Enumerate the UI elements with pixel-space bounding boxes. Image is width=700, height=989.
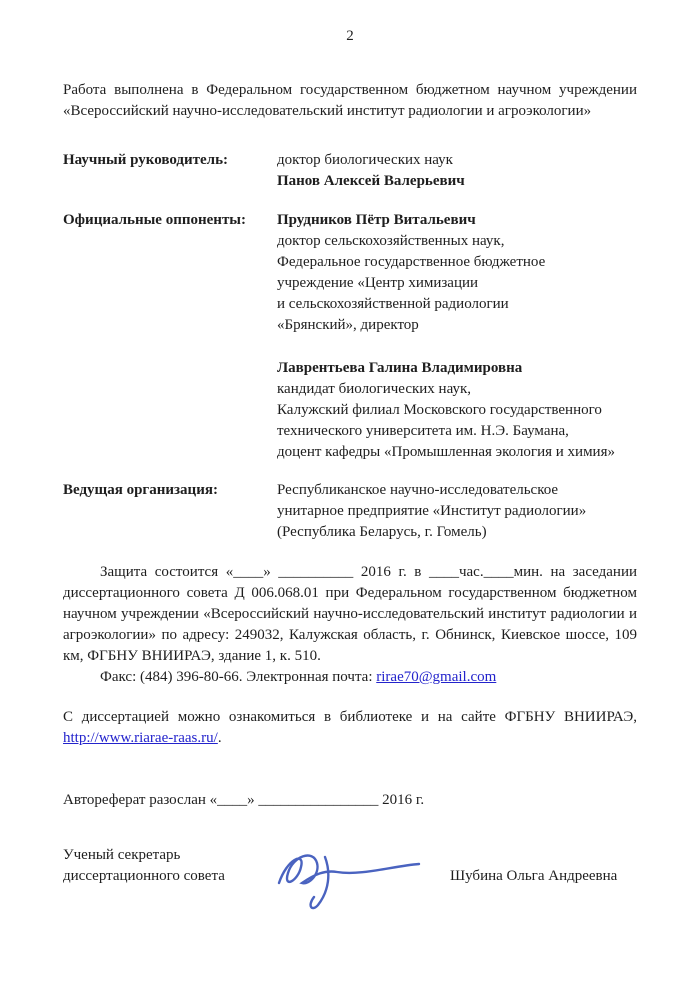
opponent-detail-line: доктор сельскохозяйственных наук, bbox=[277, 233, 505, 249]
opponents-value bbox=[277, 210, 637, 463]
opponent-detail-line: Федеральное государственное бюджетное bbox=[277, 254, 546, 270]
defense-paragraph: Защита состоится «____» __________ 2016 г. в ____час.____мин. на заседании диссертационного совета Д 006.068.01 при Федеральном государственном бюджетном научном учреждении «Всероссийский научно-исследовательский институт радиологии и агроэкологии» по адресу: 249032, Калужская область, г. Обнинск, Киевское шоссе, 109 км, ФГБНУ ВНИИРАЭ, здание 1, к. 510. bbox=[63, 564, 637, 664]
opponent-detail-line: кандидат биологических наук, bbox=[277, 381, 471, 397]
supervisor-row bbox=[63, 150, 637, 192]
opponent-detail-line: учреждение «Центр химизации bbox=[277, 275, 479, 291]
opponent-detail-line: и сельскохозяйственной радиологии bbox=[277, 296, 509, 312]
library-paragraph bbox=[63, 707, 637, 749]
email-link[interactable]: rirae70@gmail.com bbox=[376, 669, 497, 685]
leading-org-label: Ведущая организация: bbox=[63, 482, 218, 498]
abstract-sent-line: Автореферат разослан «____» ________________ 2016 г. bbox=[63, 792, 425, 808]
fax-email-line bbox=[63, 667, 637, 688]
supervisor-degree: доктор биологических наук bbox=[277, 152, 453, 168]
supervisor-label: Научный руководитель: bbox=[63, 152, 228, 168]
opponent-detail-line: Калужский филиал Московского государственного bbox=[277, 402, 602, 418]
leading-org-line: Республиканское научно-исследовательское bbox=[277, 482, 559, 498]
library-text: С диссертацией можно ознакомиться в библиотеке и на сайте ФГБНУ ВНИИРАЭ, bbox=[63, 709, 637, 725]
website-link[interactable]: http://www.riarae-raas.ru/ bbox=[63, 730, 218, 746]
supervisor-name: Панов Алексей Валерьевич bbox=[277, 173, 465, 189]
secretary-title-line1: Ученый секретарь bbox=[63, 847, 181, 863]
leading-org-line: (Республика Беларусь, г. Гомель) bbox=[277, 524, 487, 540]
opponent-name: Прудников Пётр Витальевич bbox=[277, 212, 476, 228]
opponents-label: Официальные оппоненты: bbox=[63, 212, 247, 228]
page-number: 2 bbox=[346, 28, 354, 44]
opponent-entry bbox=[277, 210, 637, 336]
opponent-detail-line: технического университета им. Н.Э. Баумана, bbox=[277, 423, 569, 439]
work-performed-paragraph: Работа выполнена в Федеральном государственном бюджетном научном учреждении «Всероссийский научно-исследовательский институт радиологии и агроэкологии» bbox=[63, 82, 637, 119]
opponents-row bbox=[63, 210, 637, 463]
opponent-entry bbox=[277, 358, 637, 463]
library-period: . bbox=[217, 730, 222, 746]
opponent-detail-line: «Брянский», директор bbox=[277, 317, 419, 333]
secretary-block bbox=[63, 845, 637, 905]
leading-org-value bbox=[277, 480, 637, 543]
fax-email-prefix: Факс: (484) 396-80-66. Электронная почта: bbox=[100, 669, 377, 685]
supervisor-value bbox=[277, 150, 637, 192]
leading-org-line: унитарное предприятие «Институт радиологии» bbox=[277, 503, 587, 519]
opponent-name: Лаврентьева Галина Владимировна bbox=[277, 360, 523, 376]
leading-org-row bbox=[63, 480, 637, 543]
secretary-name: Шубина Ольга Андреевна bbox=[450, 868, 618, 884]
secretary-title-line2: диссертационного совета bbox=[63, 868, 225, 884]
opponent-detail-line: доцент кафедры «Промышленная экология и химия» bbox=[277, 444, 615, 460]
